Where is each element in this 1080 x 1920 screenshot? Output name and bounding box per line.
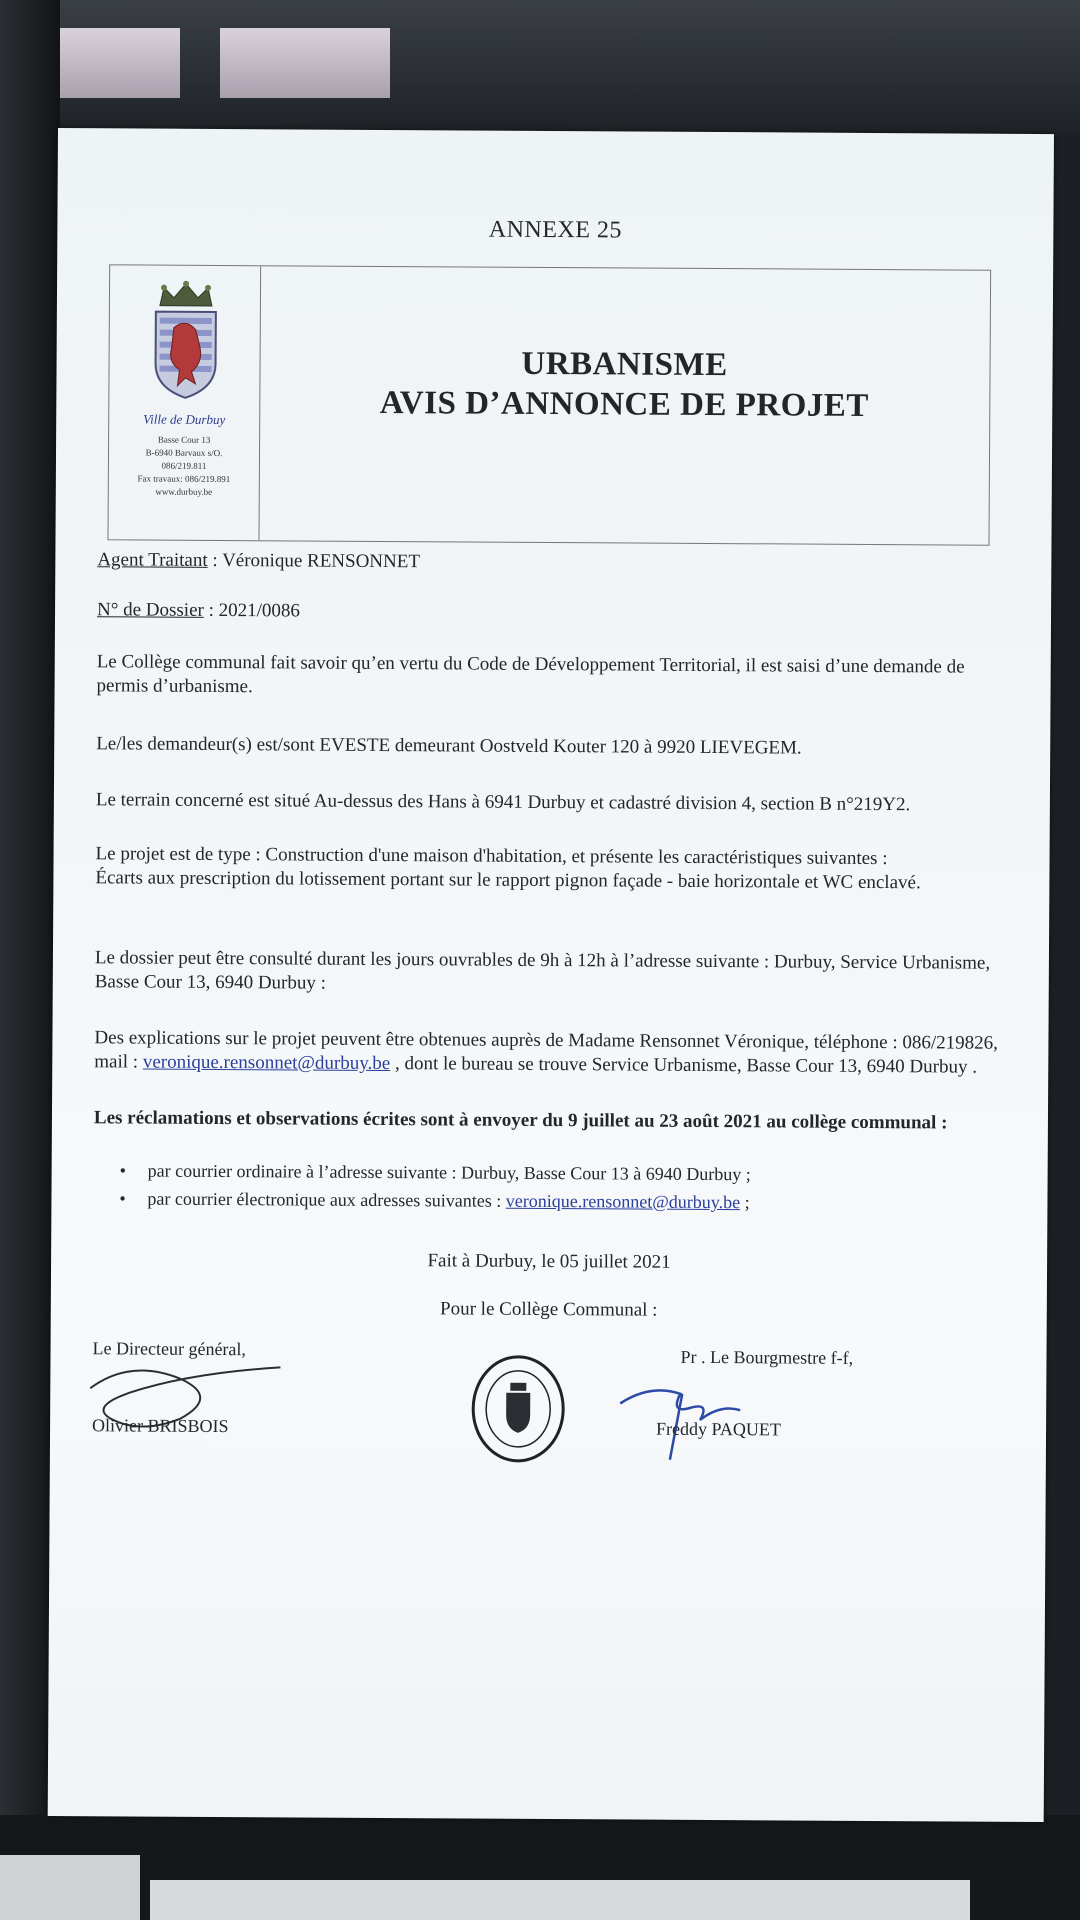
bourgmestre-label: Pr . Le Bourgmestre f-f, <box>680 1346 854 1368</box>
terrain-paragraph: Le terrain concerné est situé Au-dessus des Hans à 6941 Durbuy et cadastré division 4, section B n°219Y2. <box>95 789 911 816</box>
mail-prefix: mail : <box>94 1051 143 1073</box>
college-paragraph: permis d’urbanisme. <box>96 675 253 698</box>
consultation-paragraph: Basse Cour 13, 6940 Durbuy : <box>94 971 327 994</box>
title-avis: AVIS D’ANNONCE DE PROJET <box>379 384 869 424</box>
signature-bourgmestre-icon <box>610 1363 761 1464</box>
college-paragraph: Le Collège communal fait savoir qu’en vertu du Code de Développement Territorial, il est saisi d’une demande de <box>96 651 965 678</box>
bullet-electronique <box>147 1187 749 1215</box>
bullet-2-suffix: ; <box>740 1192 750 1213</box>
email-link[interactable]: veronique.rensonnet@durbuy.be <box>505 1190 741 1213</box>
projet-paragraph: Écarts aux prescription du lotissement portant sur le rapport pignon façade - baie horizontale et WC enclavé. <box>95 867 921 894</box>
bourgmestre-name: Freddy PAQUET <box>656 1418 781 1440</box>
dossier-value: : 2021/0086 <box>203 599 300 622</box>
logo-column <box>108 265 261 540</box>
dossier-label: N° de Dossier <box>96 599 204 621</box>
pour-le-college: Pour le Collège Communal : <box>440 1298 658 1321</box>
reclamations-heading: Les réclamations et observations écrites sont à envoyer du 9 juillet au 23 août 2021 au collège communal : <box>93 1107 948 1134</box>
consultation-paragraph: Le dossier peut être consulté durant les jours ouvrables de 9h à 12h à l’adresse suivante : Durbuy, Service Urbanisme, <box>94 947 991 974</box>
bullet-icon: • <box>119 1160 127 1181</box>
agent-line <box>97 548 420 574</box>
bullet-courrier: par courrier ordinaire à l’adresse suivante : Durbuy, Basse Cour 13 à 6940 Durbuy ; <box>147 1160 751 1185</box>
background-panel <box>150 1880 970 1920</box>
demandeur-paragraph: Le/les demandeur(s) est/sont EVESTE demeurant Oostveld Kouter 120 à 9920 LIEVEGEM. <box>96 733 802 759</box>
background-sign <box>0 1855 140 1920</box>
logo-address-line: B-6940 Barvaux s/O. <box>145 447 223 459</box>
logo-address-line: Basse Cour 13 <box>157 434 211 445</box>
logo-address-line: Fax travaux: 086/219.891 <box>137 473 231 485</box>
crown-icon <box>156 280 216 310</box>
dossier-line <box>97 598 300 623</box>
bullet-icon: • <box>119 1188 126 1209</box>
annexe-label: ANNEXE 25 <box>488 216 623 244</box>
email-link[interactable]: veronique.rensonnet@durbuy.be <box>142 1051 391 1075</box>
directeur-label: Le Directeur général, <box>92 1338 247 1360</box>
ceiling-light <box>220 28 390 98</box>
title-urbanisme: URBANISME <box>521 345 728 384</box>
notice-paper <box>48 128 1054 1822</box>
coat-of-arms-icon <box>151 308 220 400</box>
explications-paragraph: Des explications sur le projet peuvent être obtenues auprès de Madame Rensonnet Véronique, téléphone : 086/219826, <box>94 1027 998 1054</box>
logo-address-line: 086/219.811 <box>161 460 207 471</box>
header-box <box>107 264 991 545</box>
agent-label: Agent Traitant <box>97 549 208 571</box>
logo-address-line: www.durbuy.be <box>155 486 213 497</box>
commune-stamp-icon <box>468 1353 569 1466</box>
town-name: Ville de Durbuy <box>143 411 226 428</box>
fait-a-durbuy: Fait à Durbuy, le 05 juillet 2021 <box>427 1250 671 1273</box>
explications-paragraph <box>94 1050 977 1079</box>
mail-suffix: , dont le bureau se trouve Service Urbanisme, Basse Cour 13, 6940 Durbuy . <box>390 1053 978 1078</box>
projet-paragraph: Le projet est de type : Construction d'une maison d'habitation, et présente les caractéristiques suivantes : <box>95 843 888 870</box>
bullet-2-prefix: par courrier électronique aux adresses suivantes : <box>147 1188 506 1211</box>
agent-value: : Véronique RENSONNET <box>207 549 421 573</box>
directeur-name: Olivier BRISBOIS <box>92 1415 229 1437</box>
